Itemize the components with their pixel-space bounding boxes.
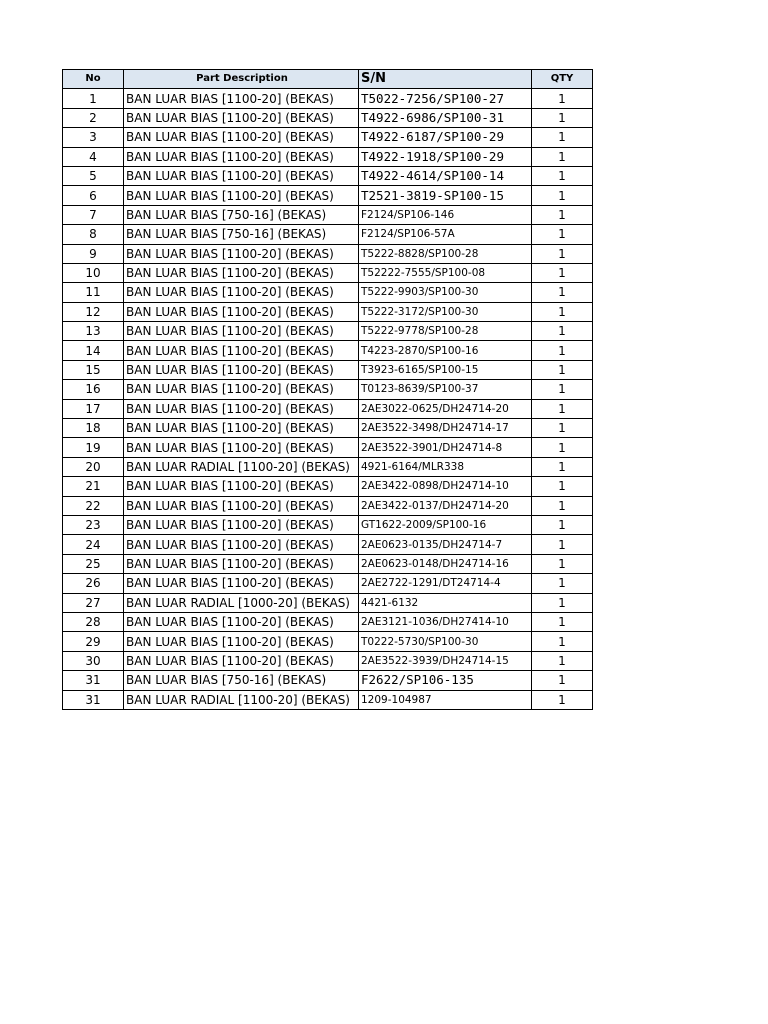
cell-no: 20 xyxy=(63,457,124,476)
cell-no: 5 xyxy=(63,166,124,185)
cell-sn: T0222-5730/SP100-30 xyxy=(359,632,532,651)
cell-qty: 1 xyxy=(532,225,593,244)
cell-qty: 1 xyxy=(532,128,593,147)
table-header-row xyxy=(63,70,593,89)
cell-qty: 1 xyxy=(532,302,593,321)
table-row xyxy=(63,515,593,534)
cell-part-description: BAN LUAR BIAS [1100-20] (BEKAS) xyxy=(124,360,359,379)
cell-sn: F2124/SP106-57A xyxy=(359,225,532,244)
cell-sn: 2AE3422-0898/DH24714-10 xyxy=(359,477,532,496)
cell-sn: T4922-6986/SP100-31 xyxy=(359,108,532,127)
table-row xyxy=(63,283,593,302)
table-row xyxy=(63,322,593,341)
cell-sn: 2AE2722-1291/DT24714-4 xyxy=(359,574,532,593)
table-row xyxy=(63,399,593,418)
cell-sn: GT1622-2009/SP100-16 xyxy=(359,515,532,534)
cell-sn: T4922-4614/SP100-14 xyxy=(359,166,532,185)
cell-part-description: BAN LUAR BIAS [1100-20] (BEKAS) xyxy=(124,554,359,573)
cell-no: 17 xyxy=(63,399,124,418)
cell-sn: T5022-7256/SP100-27 xyxy=(359,89,532,108)
cell-qty: 1 xyxy=(532,671,593,690)
table-row xyxy=(63,690,593,709)
cell-qty: 1 xyxy=(532,593,593,612)
cell-part-description: BAN LUAR BIAS [1100-20] (BEKAS) xyxy=(124,108,359,127)
header-part-description: Part Description xyxy=(124,70,359,89)
cell-no: 23 xyxy=(63,515,124,534)
table-row xyxy=(63,380,593,399)
cell-part-description: BAN LUAR BIAS [1100-20] (BEKAS) xyxy=(124,535,359,554)
cell-qty: 1 xyxy=(532,89,593,108)
cell-part-description: BAN LUAR BIAS [1100-20] (BEKAS) xyxy=(124,438,359,457)
cell-qty: 1 xyxy=(532,108,593,127)
table-row xyxy=(63,477,593,496)
cell-no: 14 xyxy=(63,341,124,360)
cell-qty: 1 xyxy=(532,186,593,205)
cell-qty: 1 xyxy=(532,438,593,457)
cell-part-description: BAN LUAR BIAS [1100-20] (BEKAS) xyxy=(124,632,359,651)
cell-qty: 1 xyxy=(532,496,593,515)
table-row xyxy=(63,147,593,166)
cell-sn: T52222-7555/SP100-08 xyxy=(359,263,532,282)
cell-qty: 1 xyxy=(532,322,593,341)
cell-qty: 1 xyxy=(532,380,593,399)
cell-sn: 4421-6132 xyxy=(359,593,532,612)
cell-sn: T5222-9778/SP100-28 xyxy=(359,322,532,341)
cell-sn: 1209-104987 xyxy=(359,690,532,709)
cell-part-description: BAN LUAR BIAS [1100-20] (BEKAS) xyxy=(124,380,359,399)
cell-no: 2 xyxy=(63,108,124,127)
cell-qty: 1 xyxy=(532,244,593,263)
table-row xyxy=(63,166,593,185)
table-row xyxy=(63,593,593,612)
cell-no: 11 xyxy=(63,283,124,302)
cell-no: 19 xyxy=(63,438,124,457)
cell-no: 18 xyxy=(63,419,124,438)
table-row xyxy=(63,457,593,476)
cell-qty: 1 xyxy=(532,341,593,360)
cell-qty: 1 xyxy=(532,263,593,282)
table-row xyxy=(63,89,593,108)
table-row xyxy=(63,554,593,573)
table-row xyxy=(63,632,593,651)
cell-sn: 2AE3121-1036/DH27414-10 xyxy=(359,612,532,631)
table-row xyxy=(63,341,593,360)
cell-no: 27 xyxy=(63,593,124,612)
cell-sn: T5222-8828/SP100-28 xyxy=(359,244,532,263)
table-row xyxy=(63,574,593,593)
cell-sn: T4223-2870/SP100-16 xyxy=(359,341,532,360)
table-row xyxy=(63,263,593,282)
cell-sn: 2AE3522-3901/DH24714-8 xyxy=(359,438,532,457)
cell-part-description: BAN LUAR BIAS [1100-20] (BEKAS) xyxy=(124,477,359,496)
table-row xyxy=(63,671,593,690)
cell-qty: 1 xyxy=(532,147,593,166)
cell-part-description: BAN LUAR BIAS [1100-20] (BEKAS) xyxy=(124,612,359,631)
table-row xyxy=(63,651,593,670)
cell-no: 9 xyxy=(63,244,124,263)
cell-no: 26 xyxy=(63,574,124,593)
cell-sn: 2AE0623-0148/DH24714-16 xyxy=(359,554,532,573)
cell-no: 8 xyxy=(63,225,124,244)
cell-no: 25 xyxy=(63,554,124,573)
cell-sn: 2AE3522-3498/DH24714-17 xyxy=(359,419,532,438)
header-qty: QTY xyxy=(532,70,593,89)
cell-part-description: BAN LUAR BIAS [1100-20] (BEKAS) xyxy=(124,496,359,515)
table-row xyxy=(63,225,593,244)
cell-part-description: BAN LUAR BIAS [1100-20] (BEKAS) xyxy=(124,128,359,147)
cell-no: 13 xyxy=(63,322,124,341)
cell-part-description: BAN LUAR BIAS [1100-20] (BEKAS) xyxy=(124,419,359,438)
cell-qty: 1 xyxy=(532,535,593,554)
parts-table xyxy=(62,69,593,710)
table-row xyxy=(63,419,593,438)
table-row xyxy=(63,360,593,379)
cell-part-description: BAN LUAR BIAS [1100-20] (BEKAS) xyxy=(124,244,359,263)
cell-part-description: BAN LUAR BIAS [1100-20] (BEKAS) xyxy=(124,515,359,534)
cell-no: 24 xyxy=(63,535,124,554)
cell-no: 31 xyxy=(63,671,124,690)
cell-qty: 1 xyxy=(532,166,593,185)
cell-part-description: BAN LUAR BIAS [1100-20] (BEKAS) xyxy=(124,89,359,108)
cell-qty: 1 xyxy=(532,612,593,631)
cell-no: 6 xyxy=(63,186,124,205)
cell-qty: 1 xyxy=(532,651,593,670)
cell-no: 31 xyxy=(63,690,124,709)
table-row xyxy=(63,108,593,127)
cell-no: 15 xyxy=(63,360,124,379)
cell-sn: 2AE3522-3939/DH24714-15 xyxy=(359,651,532,670)
table-row xyxy=(63,244,593,263)
cell-qty: 1 xyxy=(532,283,593,302)
table-row xyxy=(63,612,593,631)
cell-part-description: BAN LUAR BIAS [1100-20] (BEKAS) xyxy=(124,574,359,593)
cell-qty: 1 xyxy=(532,477,593,496)
cell-part-description: BAN LUAR BIAS [1100-20] (BEKAS) xyxy=(124,166,359,185)
cell-no: 30 xyxy=(63,651,124,670)
cell-part-description: BAN LUAR RADIAL [1000-20] (BEKAS) xyxy=(124,593,359,612)
cell-sn: T3923-6165/SP100-15 xyxy=(359,360,532,379)
cell-part-description: BAN LUAR BIAS [1100-20] (BEKAS) xyxy=(124,651,359,670)
cell-sn: 2AE3422-0137/DH24714-20 xyxy=(359,496,532,515)
table-row xyxy=(63,205,593,224)
cell-part-description: BAN LUAR BIAS [1100-20] (BEKAS) xyxy=(124,399,359,418)
cell-part-description: BAN LUAR BIAS [750-16] (BEKAS) xyxy=(124,205,359,224)
cell-no: 16 xyxy=(63,380,124,399)
cell-no: 1 xyxy=(63,89,124,108)
cell-part-description: BAN LUAR BIAS [1100-20] (BEKAS) xyxy=(124,186,359,205)
cell-sn: T2521-3819-SP100-15 xyxy=(359,186,532,205)
cell-part-description: BAN LUAR BIAS [1100-20] (BEKAS) xyxy=(124,341,359,360)
cell-no: 29 xyxy=(63,632,124,651)
cell-sn: T5222-3172/SP100-30 xyxy=(359,302,532,321)
cell-part-description: BAN LUAR BIAS [750-16] (BEKAS) xyxy=(124,225,359,244)
cell-qty: 1 xyxy=(532,632,593,651)
cell-qty: 1 xyxy=(532,515,593,534)
table-row xyxy=(63,128,593,147)
cell-sn: T4922-6187/SP100-29 xyxy=(359,128,532,147)
cell-qty: 1 xyxy=(532,457,593,476)
cell-no: 10 xyxy=(63,263,124,282)
cell-sn: F2124/SP106-146 xyxy=(359,205,532,224)
table-row xyxy=(63,438,593,457)
table-row xyxy=(63,535,593,554)
cell-part-description: BAN LUAR RADIAL [1100-20] (BEKAS) xyxy=(124,690,359,709)
cell-sn: T4922-1918/SP100-29 xyxy=(359,147,532,166)
header-no: No xyxy=(63,70,124,89)
cell-qty: 1 xyxy=(532,574,593,593)
cell-qty: 1 xyxy=(532,554,593,573)
cell-part-description: BAN LUAR BIAS [750-16] (BEKAS) xyxy=(124,671,359,690)
cell-no: 22 xyxy=(63,496,124,515)
cell-part-description: BAN LUAR BIAS [1100-20] (BEKAS) xyxy=(124,322,359,341)
cell-part-description: BAN LUAR BIAS [1100-20] (BEKAS) xyxy=(124,263,359,282)
cell-qty: 1 xyxy=(532,419,593,438)
cell-no: 3 xyxy=(63,128,124,147)
cell-qty: 1 xyxy=(532,205,593,224)
cell-no: 28 xyxy=(63,612,124,631)
cell-part-description: BAN LUAR RADIAL [1100-20] (BEKAS) xyxy=(124,457,359,476)
cell-qty: 1 xyxy=(532,690,593,709)
cell-no: 7 xyxy=(63,205,124,224)
cell-part-description: BAN LUAR BIAS [1100-20] (BEKAS) xyxy=(124,283,359,302)
cell-no: 21 xyxy=(63,477,124,496)
table-row xyxy=(63,496,593,515)
header-sn: S/N xyxy=(359,70,532,89)
cell-sn: T5222-9903/SP100-30 xyxy=(359,283,532,302)
cell-part-description: BAN LUAR BIAS [1100-20] (BEKAS) xyxy=(124,302,359,321)
cell-sn: 2AE3022-0625/DH24714-20 xyxy=(359,399,532,418)
cell-sn: 2AE0623-0135/DH24714-7 xyxy=(359,535,532,554)
cell-qty: 1 xyxy=(532,360,593,379)
table-row xyxy=(63,186,593,205)
cell-sn: F2622/SP106-135 xyxy=(359,671,532,690)
cell-sn: 4921-6164/MLR338 xyxy=(359,457,532,476)
table-row xyxy=(63,302,593,321)
cell-qty: 1 xyxy=(532,399,593,418)
cell-no: 12 xyxy=(63,302,124,321)
cell-part-description: BAN LUAR BIAS [1100-20] (BEKAS) xyxy=(124,147,359,166)
cell-no: 4 xyxy=(63,147,124,166)
cell-sn: T0123-8639/SP100-37 xyxy=(359,380,532,399)
